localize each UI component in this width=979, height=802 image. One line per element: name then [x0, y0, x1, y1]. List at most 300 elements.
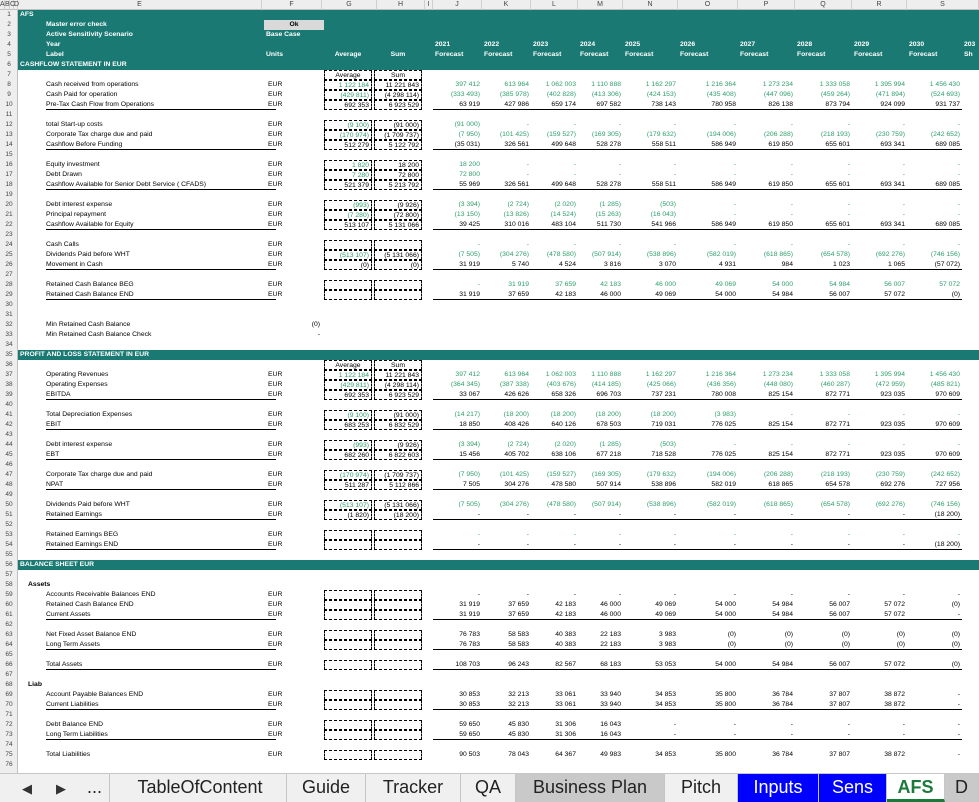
spreadsheet-grid[interactable]: [18, 10, 979, 773]
column-header-g[interactable]: G: [322, 0, 377, 10]
average-value: 1 122 184: [324, 370, 372, 380]
line-item-label: EBT: [46, 450, 276, 460]
sheet-tab-business-plan[interactable]: Business Plan: [516, 774, 665, 802]
row-number[interactable]: 37: [5, 371, 13, 378]
sheet-tab-tableofcontent[interactable]: TableOfContent: [114, 774, 287, 802]
sheet-row-66[interactable]: [18, 660, 979, 670]
forecast-value: 1 395 994: [874, 81, 905, 88]
average-value: (429 811): [324, 90, 372, 100]
sheet-row-62[interactable]: [18, 620, 979, 630]
forecast-value: (538 896): [646, 251, 676, 258]
sheet-row-27[interactable]: [18, 270, 979, 280]
row-number[interactable]: 51: [5, 511, 13, 518]
sheet-row-44[interactable]: [18, 440, 979, 450]
row-number[interactable]: 43: [5, 431, 13, 438]
forecast-value: -: [618, 531, 621, 538]
sheet-row-54[interactable]: [18, 540, 979, 550]
forecast-value: 56 007: [829, 601, 850, 608]
row-number[interactable]: 42: [5, 421, 13, 428]
row-number[interactable]: 19: [5, 191, 13, 198]
row-number[interactable]: 30: [5, 301, 13, 308]
forecast-value: 304 276: [482, 480, 531, 490]
sheet-row-37[interactable]: [18, 370, 979, 380]
forecast-value: (218 193): [820, 131, 850, 138]
forecast-value: (459 264): [820, 91, 850, 98]
sheet-tab-sens[interactable]: Sens: [819, 774, 887, 802]
forecast-value: 1 333 058: [819, 81, 850, 88]
sheet-row-68[interactable]: [18, 680, 979, 690]
row-number[interactable]: 64: [5, 641, 13, 648]
sheet-row-24[interactable]: [18, 240, 979, 250]
row-number[interactable]: 11: [5, 111, 13, 118]
forecast-value: 931 737: [907, 100, 962, 110]
sheet-row-15[interactable]: [18, 150, 979, 160]
sheet-row-17[interactable]: [18, 170, 979, 180]
sheet-row-52[interactable]: [18, 520, 979, 530]
row-number[interactable]: 70: [5, 701, 13, 708]
sum-value: [374, 750, 422, 760]
sheet-row-29[interactable]: [18, 290, 979, 300]
unit-cell: EUR: [268, 181, 283, 188]
row-number[interactable]: 73: [5, 731, 13, 738]
row-number[interactable]: 12: [5, 121, 13, 128]
row-number[interactable]: 18: [5, 181, 13, 188]
sheet-row-50[interactable]: [18, 500, 979, 510]
unit-cell: EUR: [268, 171, 283, 178]
forecast-value: (7 950): [458, 131, 480, 138]
row-number[interactable]: 17: [5, 171, 13, 178]
forecast-value: 1 456 430: [929, 371, 960, 378]
row-number[interactable]: 63: [5, 631, 13, 638]
row-number[interactable]: 69: [5, 691, 13, 698]
sum-header: Sum: [390, 51, 406, 58]
forecast-value: (746 156): [930, 251, 960, 258]
forecast-value: 478 580: [531, 480, 578, 490]
row-number[interactable]: 26: [5, 261, 13, 268]
forecast-value: -: [852, 510, 907, 520]
sum-value: (9 926): [374, 200, 422, 210]
column-header-b[interactable]: B: [5, 1, 10, 8]
row-number[interactable]: 29: [5, 291, 13, 298]
sheet-row-47[interactable]: [18, 470, 979, 480]
forecast-value: -: [907, 730, 962, 740]
sheet-row-12[interactable]: [18, 120, 979, 130]
average-value: (993): [324, 440, 372, 450]
sheet-row-25[interactable]: [18, 250, 979, 260]
row-number[interactable]: 57: [5, 571, 13, 578]
sheet-row-19[interactable]: [18, 190, 979, 200]
year-header: 2023: [533, 41, 549, 48]
forecast-value: 1 216 364: [705, 371, 736, 378]
column-header-e[interactable]: E: [18, 0, 262, 10]
year-header: 2029: [854, 41, 870, 48]
forecast-value: -: [738, 510, 795, 520]
forecast-value: 42 183: [531, 610, 578, 620]
forecast-value: -: [902, 211, 905, 218]
sheet-row-34[interactable]: [18, 340, 979, 350]
column-header-m[interactable]: M: [578, 0, 623, 10]
sum-value: (5 131 066): [374, 250, 422, 260]
sheet-row-59[interactable]: [18, 590, 979, 600]
sheet-row-74[interactable]: [18, 740, 979, 750]
row-number[interactable]: 54: [5, 541, 13, 548]
unit-cell: EUR: [268, 541, 283, 548]
row-number[interactable]: 48: [5, 481, 13, 488]
afs-title-row: [18, 10, 979, 20]
sheet-row-26[interactable]: [18, 260, 979, 270]
row-number[interactable]: 31: [5, 311, 13, 318]
forecast-value: -: [477, 591, 480, 598]
forecast-value: 18 850: [433, 420, 482, 430]
row-number[interactable]: 4: [7, 41, 11, 48]
forecast-value: 39 425: [433, 220, 482, 230]
sheet-row-23[interactable]: [18, 230, 979, 240]
sheet-row-21[interactable]: [18, 210, 979, 220]
sheet-tab-qa[interactable]: QA: [461, 774, 516, 802]
average-value: [324, 240, 372, 250]
sheet-row-63[interactable]: [18, 630, 979, 640]
row-number[interactable]: 22: [5, 221, 13, 228]
sheet-row-6[interactable]: [18, 60, 979, 70]
sheet-row-30[interactable]: [18, 300, 979, 310]
column-header-i[interactable]: I: [425, 0, 433, 10]
forecast-value: 586 949: [678, 140, 738, 150]
row-number[interactable]: 25: [5, 251, 13, 258]
forecast-value: -: [790, 171, 793, 178]
sheet-row-67[interactable]: [18, 670, 979, 680]
forecast-value: 659 174: [531, 100, 578, 110]
row-number[interactable]: 6: [7, 61, 11, 68]
forecast-value: -: [847, 121, 850, 128]
average-value: 692 353: [324, 100, 372, 110]
sheet-row-64[interactable]: [18, 640, 979, 650]
forecast-value: (101 425): [499, 471, 529, 478]
row-number[interactable]: 13: [5, 131, 13, 138]
sheet-row-32[interactable]: [18, 320, 979, 330]
average-value: [324, 290, 372, 300]
row-number[interactable]: 55: [5, 551, 13, 558]
row-number[interactable]: 36: [5, 361, 13, 368]
row-number[interactable]: 53: [5, 531, 13, 538]
row-number[interactable]: 75: [5, 751, 13, 758]
row-number[interactable]: 39: [5, 391, 13, 398]
row-number[interactable]: 62: [5, 621, 13, 628]
average-value: (513 107): [324, 500, 372, 510]
sum-value: (91 000): [374, 120, 422, 130]
sheet-row-75[interactable]: [18, 750, 979, 760]
row-number[interactable]: 71: [5, 711, 13, 718]
row-number[interactable]: 74: [5, 741, 13, 748]
row-number[interactable]: 65: [5, 651, 13, 658]
column-header-q[interactable]: Q: [795, 0, 852, 10]
forecast-value: 3 816: [578, 260, 623, 270]
column-header-s[interactable]: S: [907, 0, 979, 10]
forecast-value: 18 200: [459, 161, 480, 168]
forecast-value: 582 019: [678, 480, 738, 490]
forecast-value: -: [847, 531, 850, 538]
row-number[interactable]: 15: [5, 151, 13, 158]
sheet-tab-d[interactable]: D: [945, 774, 979, 802]
line-item-label: Retained Cash Balance BEG: [46, 281, 134, 288]
more-sheets-button[interactable]: ...: [80, 774, 110, 802]
forecast-value: -: [531, 510, 578, 520]
forecast-value: -: [433, 510, 482, 520]
column-header-r[interactable]: R: [852, 0, 907, 10]
column-header-d[interactable]: D: [14, 1, 20, 8]
forecast-value: -: [618, 591, 621, 598]
forecast-value: (582 019): [706, 501, 736, 508]
forecast-value: 42 183: [600, 281, 621, 288]
sheet-row-56[interactable]: [18, 560, 979, 570]
sheet-tab-pitch[interactable]: Pitch: [665, 774, 738, 802]
forecast-value: 689 085: [907, 140, 962, 150]
average-value: [324, 540, 372, 550]
average-value: (9 100): [324, 410, 372, 420]
column-header-o[interactable]: O: [678, 0, 738, 10]
row-number[interactable]: 46: [5, 461, 13, 468]
row-number[interactable]: 8: [7, 81, 11, 88]
row-number[interactable]: 67: [5, 671, 13, 678]
sum-value: 72 800: [374, 170, 422, 180]
year-header: 2021: [435, 41, 451, 48]
row-number[interactable]: 5: [7, 51, 11, 58]
sheet-row-36[interactable]: [18, 360, 979, 370]
sheet-row-40[interactable]: [18, 400, 979, 410]
column-header-a[interactable]: A: [0, 1, 5, 8]
sheet-row-55[interactable]: [18, 550, 979, 560]
forecast-value: 1 110 888: [591, 371, 621, 378]
sheet-tab-tracker[interactable]: Tracker: [366, 774, 461, 802]
line-item-label: Net Fixed Asset Balance END: [46, 631, 137, 638]
sheet-row-72[interactable]: [18, 720, 979, 730]
forecast-value: (0): [727, 631, 736, 638]
unit-cell: EUR: [268, 511, 283, 518]
sheet-row-9[interactable]: [18, 90, 979, 100]
sheet-row-46[interactable]: [18, 460, 979, 470]
sheet-row-20[interactable]: [18, 200, 979, 210]
scenario-value[interactable]: Base Case: [266, 31, 301, 38]
sheet-row-33[interactable]: [18, 330, 979, 340]
forecast-value: -: [790, 161, 793, 168]
master-error-label: Master error check: [46, 21, 107, 28]
row-number[interactable]: 45: [5, 451, 13, 458]
forecast-value: -: [847, 201, 850, 208]
sheet-row-8[interactable]: [18, 80, 979, 90]
forecast-value: 397 412: [455, 81, 480, 88]
row-number[interactable]: 32: [5, 321, 13, 328]
sheet-row-45[interactable]: [18, 450, 979, 460]
sheet-row-61[interactable]: [18, 610, 979, 620]
unit-cell: EUR: [268, 221, 283, 228]
sheet-row-71[interactable]: [18, 710, 979, 720]
row-number[interactable]: 14: [5, 141, 13, 148]
forecast-value: 693 341: [852, 180, 907, 190]
sheet-row-49[interactable]: [18, 490, 979, 500]
unit-cell: EUR: [268, 281, 283, 288]
column-header-k[interactable]: K: [482, 0, 531, 10]
sheet-row-39[interactable]: [18, 390, 979, 400]
row-number[interactable]: 50: [5, 501, 13, 508]
sheet-row-53[interactable]: [18, 530, 979, 540]
row-number[interactable]: 20: [5, 201, 13, 208]
sheet-row-16[interactable]: [18, 160, 979, 170]
row-number[interactable]: 72: [5, 721, 13, 728]
sheet-row-60[interactable]: [18, 600, 979, 610]
sheet-row-18[interactable]: [18, 180, 979, 190]
unit-cell: EUR: [268, 251, 283, 258]
sum-value: [374, 600, 422, 610]
sheet-row-13[interactable]: [18, 130, 979, 140]
prev-sheet-icon[interactable]: ◀: [22, 781, 32, 796]
row-number[interactable]: 23: [5, 231, 13, 238]
column-header-f[interactable]: F: [262, 0, 322, 10]
forecast-header: Forecast: [740, 51, 769, 58]
row-number[interactable]: 68: [5, 681, 13, 688]
forecast-value: (230 759): [875, 471, 905, 478]
row-number[interactable]: 28: [5, 281, 13, 288]
forecast-value: 1 162 297: [645, 81, 676, 88]
row-number[interactable]: 47: [5, 471, 13, 478]
unit-cell: EUR: [268, 701, 283, 708]
sheet-row-73[interactable]: [18, 730, 979, 740]
column-header-p[interactable]: P: [738, 0, 795, 10]
forecast-value: -: [573, 531, 576, 538]
row-number[interactable]: 35: [5, 351, 13, 358]
forecast-value: 618 865: [738, 480, 795, 490]
average-value: 512 279: [324, 140, 372, 150]
row-number[interactable]: 60: [5, 601, 13, 608]
forecast-value: (159 527): [546, 471, 576, 478]
forecast-value: -: [957, 171, 960, 178]
sheet-row-70[interactable]: [18, 700, 979, 710]
sheet-row-11[interactable]: [18, 110, 979, 120]
sheet-row-48[interactable]: [18, 480, 979, 490]
row-number[interactable]: 33: [5, 331, 13, 338]
sheet-row-43[interactable]: [18, 430, 979, 440]
forecast-value: 16 043: [600, 721, 621, 728]
column-header-n[interactable]: N: [623, 0, 678, 10]
line-item-label: Operating Revenues: [46, 371, 109, 378]
row-number[interactable]: 10: [5, 101, 13, 108]
row-number[interactable]: 38: [5, 381, 13, 388]
forecast-value: 4 524: [531, 260, 578, 270]
master-error-status[interactable]: Ok: [264, 20, 324, 30]
forecast-value: (471 894): [875, 91, 905, 98]
row-number[interactable]: 16: [5, 161, 13, 168]
next-sheet-icon[interactable]: ▶: [56, 781, 66, 796]
row-number[interactable]: 44: [5, 441, 13, 448]
sheet-row-28[interactable]: [18, 280, 979, 290]
forecast-value: -: [790, 241, 793, 248]
sum-value: 5 122 792: [374, 140, 422, 150]
column-header-c[interactable]: C: [10, 1, 16, 8]
column-header-j[interactable]: J: [433, 0, 482, 10]
sheet-row-10[interactable]: [18, 100, 979, 110]
column-header-l[interactable]: L: [531, 0, 578, 10]
forecast-value: (35 031): [433, 140, 482, 150]
row-number[interactable]: 21: [5, 211, 13, 218]
forecast-value: 1 062 003: [545, 81, 576, 88]
forecast-value: -: [907, 700, 962, 710]
forecast-value: 310 016: [482, 220, 531, 230]
row-number[interactable]: 3: [7, 31, 11, 38]
forecast-value: 693 341: [852, 220, 907, 230]
forecast-value: (3 394): [458, 201, 480, 208]
line-item-label: Movement in Cash: [46, 260, 276, 270]
row-number[interactable]: 40: [5, 401, 13, 408]
sheet-row-41[interactable]: [18, 410, 979, 420]
sheet-row-58[interactable]: [18, 580, 979, 590]
forecast-value: (194 006): [706, 471, 736, 478]
line-item-label: Cashflow Available for Senior Debt Service ( CFADS): [46, 180, 276, 190]
forecast-value: 619 850: [738, 180, 795, 190]
row-number[interactable]: 59: [5, 591, 13, 598]
line-item-label: Equity investment: [46, 161, 100, 168]
row-number[interactable]: 76: [5, 761, 13, 768]
sheet-row-57[interactable]: [18, 570, 979, 580]
sheet-row-51[interactable]: [18, 510, 979, 520]
forecast-value: -: [733, 171, 736, 178]
row-number[interactable]: 9: [7, 91, 11, 98]
row-number[interactable]: 61: [5, 611, 13, 618]
forecast-value: 56 007: [795, 660, 852, 670]
forecast-value: (13 826): [503, 211, 529, 218]
line-item-label: Long Term Assets: [46, 640, 276, 650]
forecast-value: -: [902, 441, 905, 448]
sheet-row-14[interactable]: [18, 140, 979, 150]
unit-cell: EUR: [268, 101, 283, 108]
sheet-tab-guide[interactable]: Guide: [287, 774, 366, 802]
sheet-tab-inputs[interactable]: Inputs: [738, 774, 819, 802]
sheet-tab-afs[interactable]: AFS: [887, 774, 945, 802]
row-number[interactable]: 66: [5, 661, 13, 668]
forecast-value: 40 383: [555, 631, 576, 638]
sheet-row-31[interactable]: [18, 310, 979, 320]
line-item-label: Pre-Tax Cash Flow from Operations: [46, 100, 276, 110]
forecast-value: (0): [795, 640, 852, 650]
average-value: [324, 280, 372, 290]
column-header-h[interactable]: H: [377, 0, 425, 10]
row-number[interactable]: 41: [5, 411, 13, 418]
row-number[interactable]: 49: [5, 491, 13, 498]
sheet-row-38[interactable]: [18, 380, 979, 390]
sheet-row-69[interactable]: [18, 690, 979, 700]
row-number[interactable]: 34: [5, 341, 13, 348]
sheet-row-7[interactable]: [18, 70, 979, 80]
average-value: 7 280: [324, 170, 372, 180]
sheet-row-65[interactable]: [18, 650, 979, 660]
line-item-label: Debt interest expense: [46, 201, 113, 208]
row-number[interactable]: 52: [5, 521, 13, 528]
row-number[interactable]: 1: [7, 11, 11, 18]
row-number[interactable]: 2: [7, 21, 11, 28]
sheet-row-22[interactable]: [18, 220, 979, 230]
sum-value: 6 832 529: [374, 420, 422, 430]
row-number[interactable]: 27: [5, 271, 13, 278]
forecast-value: (15 263): [595, 211, 621, 218]
row-number[interactable]: 24: [5, 241, 13, 248]
sheet-row-42[interactable]: [18, 420, 979, 430]
forecast-value: 511 730: [578, 220, 623, 230]
row-number[interactable]: 7: [7, 71, 11, 78]
forecast-value: 619 850: [738, 140, 795, 150]
forecast-value: (0): [907, 640, 962, 650]
forecast-header: Forecast: [797, 51, 826, 58]
row-number[interactable]: 58: [5, 581, 13, 588]
row-number[interactable]: 56: [5, 561, 13, 568]
forecast-value: -: [847, 411, 850, 418]
sheet-row-35[interactable]: [18, 350, 979, 360]
